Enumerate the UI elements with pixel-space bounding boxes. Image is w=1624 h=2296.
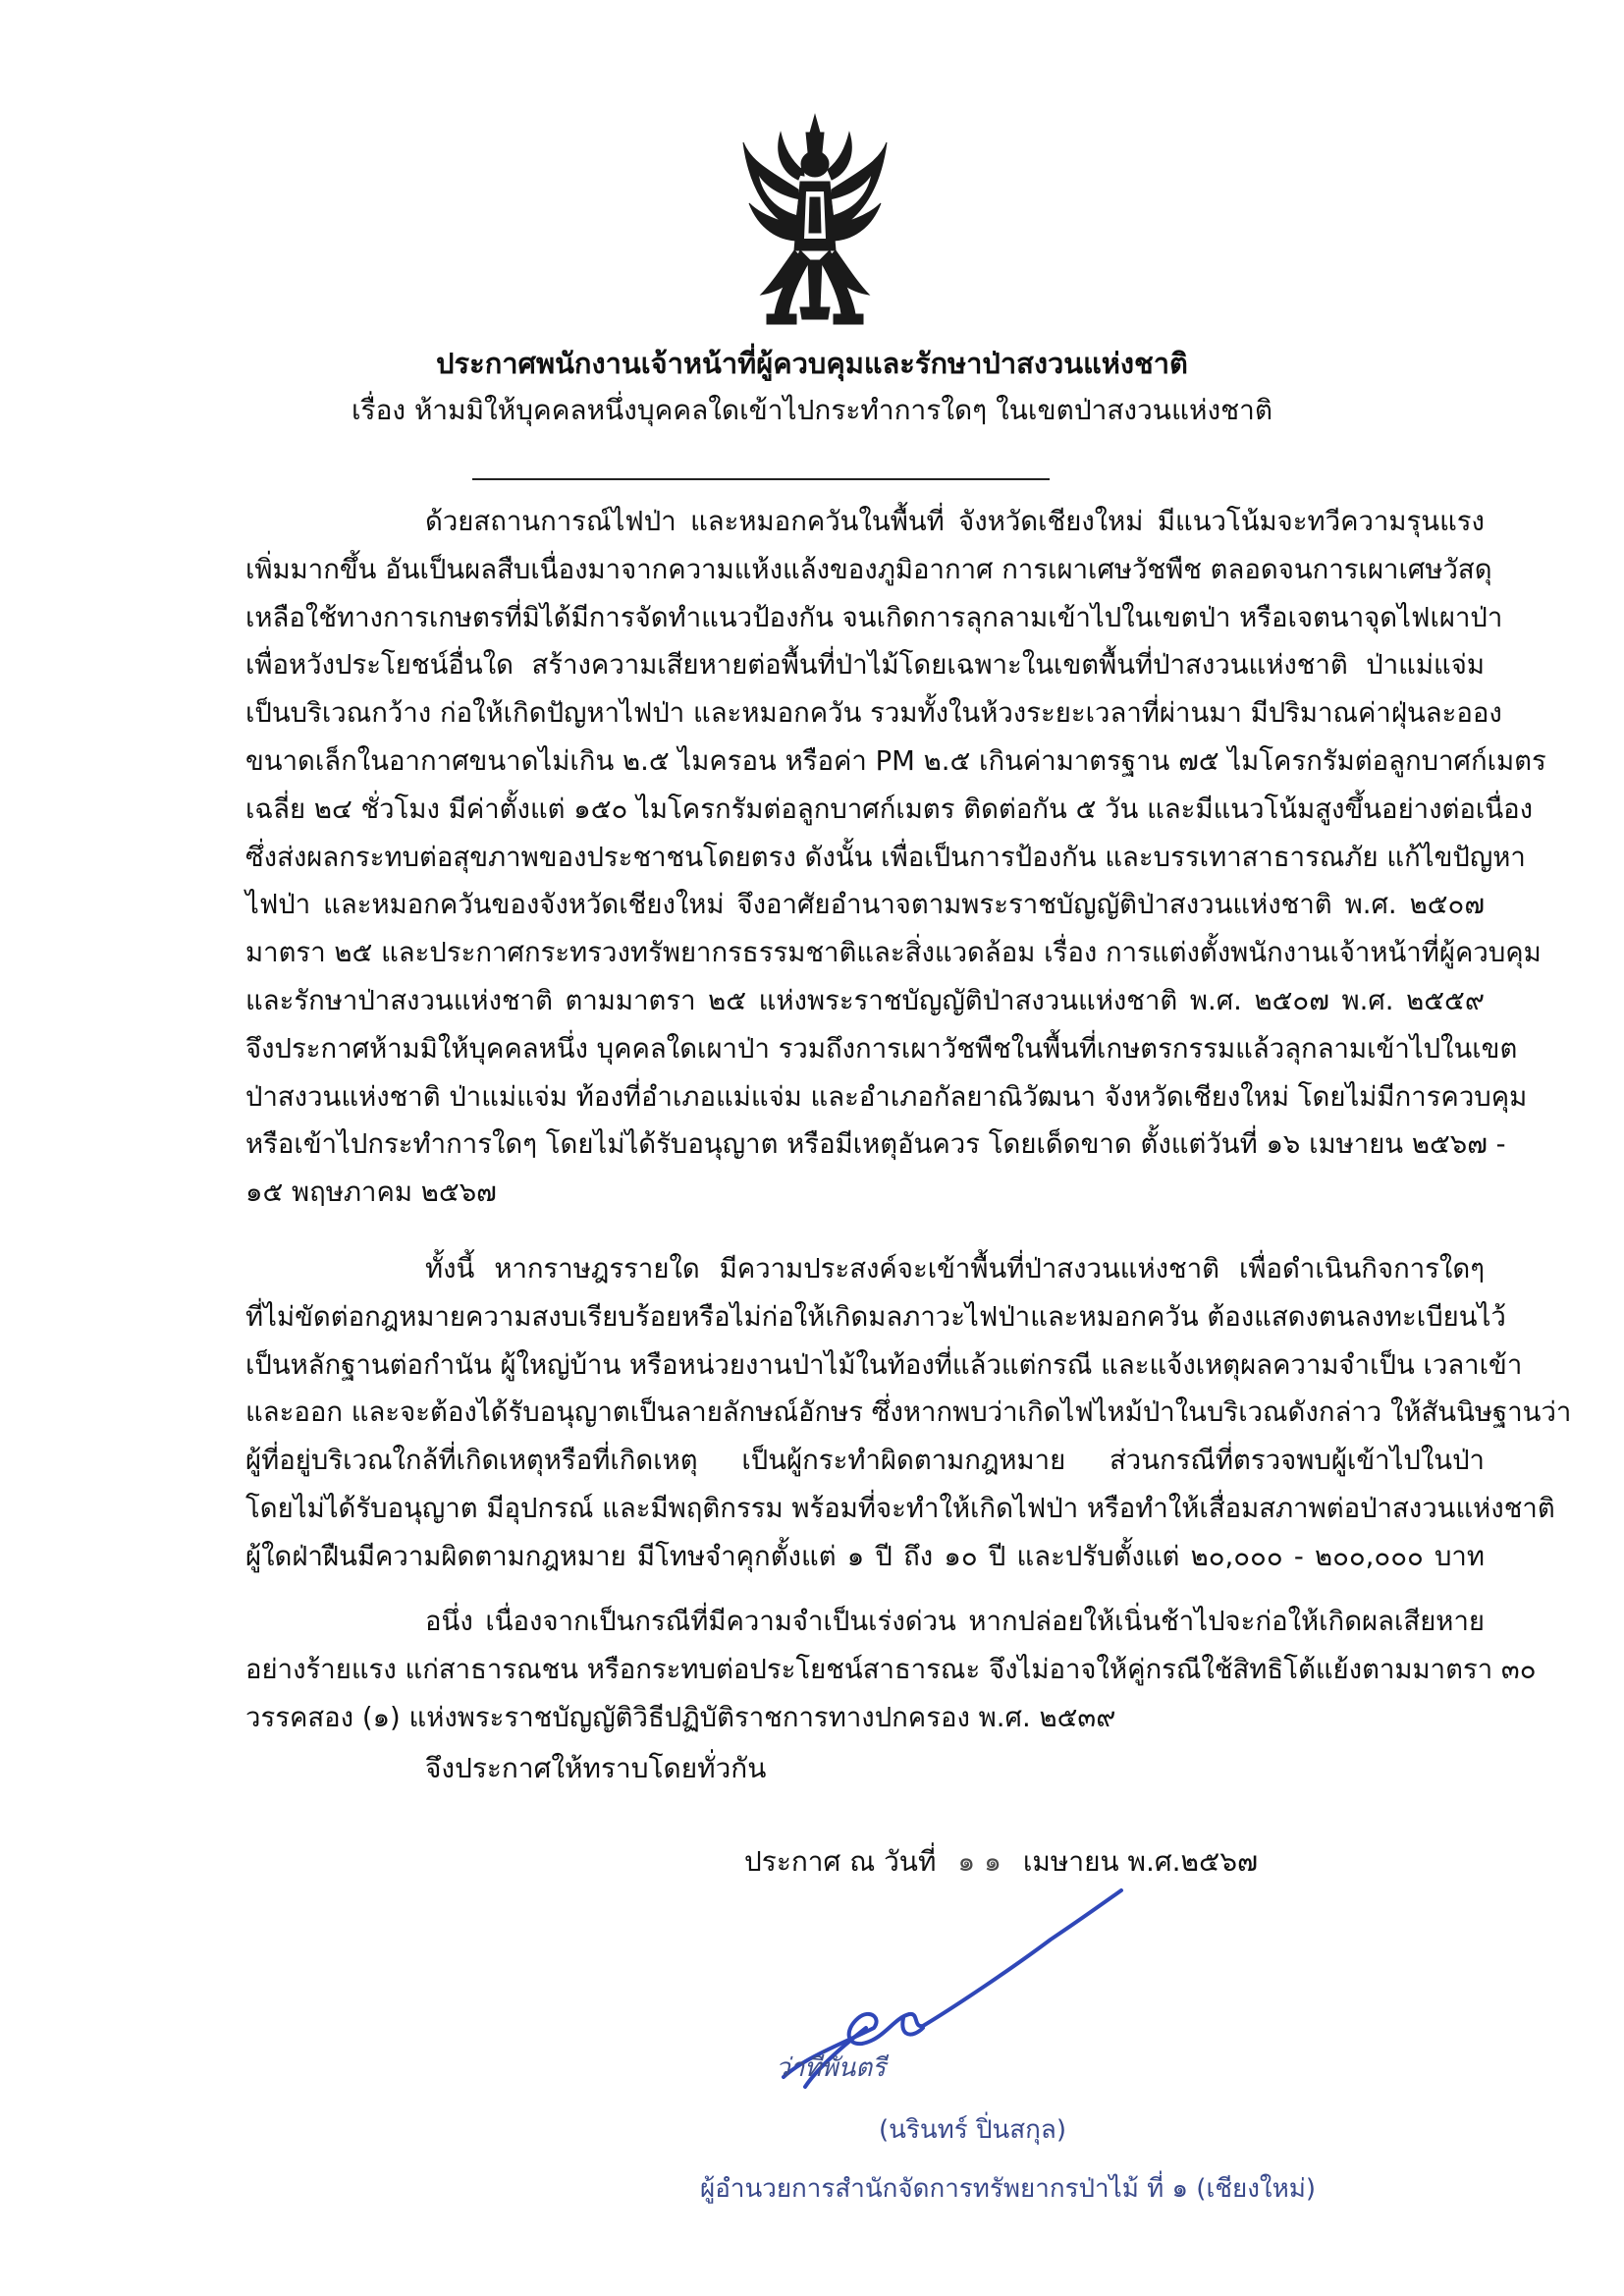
paragraph-line: โดยไม่ได้รับอนุญาต มีอุปกรณ์ และมีพฤติกรรม พร้อมที่จะทำให้เกิดไฟป่า หรือทำให้เสื่อมสภาพต่อป่าสงวนแห่งชาติ — [245, 1492, 1555, 1524]
paragraph-line: ไฟป่า และหมอกควันของจังหวัดเชียงใหม่ จึงอาศัยอำนาจตามพระราชบัญญัติป่าสงวนแห่งชาติ พ.ศ. ๒๕๐๗ — [245, 889, 1485, 921]
paragraph-line: ทั้งนี้ หากราษฎรรายใด มีความประสงค์จะเข้าพื้นที่ป่าสงวนแห่งชาติ เพื่อดำเนินกิจการใดๆ — [425, 1253, 1485, 1285]
paragraph-line: จึงประกาศห้ามมิให้บุคคลหนึ่ง บุคคลใดเผาป่า รวมถึงการเผาวัชพืชในพื้นที่เกษตรกรรมแล้วลุกลามเข้าไปในเขต — [245, 1032, 1518, 1065]
signer-name: (นรินทร์ ปิ่นสกุล) — [879, 2115, 1066, 2145]
paragraph-line: เหลือใช้ทางการเกษตรที่มิได้มีการจัดทำแนวป้องกัน จนเกิดการลุกลามเข้าไปในเขตป่า หรือเจตนาจุดไฟเผาป่า — [245, 601, 1503, 633]
paragraph-line: หรือเข้าไปกระทำการใดๆ โดยไม่ได้รับอนุญาต หรือมีเหตุอันควร โดยเด็ดขาด ตั้งแต่วันที่ ๑๖ เมษายน ๒๕๖๗ - — [245, 1128, 1506, 1161]
paragraph-line: ที่ไม่ขัดต่อกฎหมายความสงบเรียบร้อยหรือไม่ก่อให้เกิดมลภาวะไฟป่าและหมอกควัน ต้องแสดงตนลงทะเบียนไว้ — [245, 1300, 1506, 1333]
paragraph-line: เป็นบริเวณกว้าง ก่อให้เกิดปัญหาไฟป่า และหมอกควัน รวมทั้งในห้วงระยะเวลาที่ผ่านมา มีปริมาณค่าฝุ่นละออง — [245, 697, 1502, 730]
paragraph-line: ด้วยสถานการณ์ไฟป่า และหมอกควันในพื้นที่ จังหวัดเชียงใหม่ มีแนวโน้มจะทวีความรุนแรง — [425, 506, 1485, 537]
title-divider — [472, 478, 1050, 480]
date-day: ๑ ๑ — [957, 1845, 1001, 1878]
date-suffix: เมษายน พ.ศ.๒๕๖๗ — [1022, 1845, 1259, 1878]
paragraph-line: เฉลี่ย ๒๔ ชั่วโมง มีค่าตั้งแต่ ๑๕๐ ไมโครกรัมต่อลูกบาศก์เมตร ติดต่อกัน ๕ วัน และมีแนวโน้มสูงขึ้นอย่างต่อเนื่อง — [245, 793, 1534, 825]
paragraph-line: ป่าสงวนแห่งชาติ ป่าแม่แจ่ม ท้องที่อำเภอแม่แจ่ม และอำเภอกัลยาณิวัฒนา จังหวัดเชียงใหม่ โดยไม่มีการควบคุม — [245, 1080, 1528, 1113]
announcement-title: ประกาศพนักงานเจ้าหน้าที่ผู้ควบคุมและรักษาป่าสงวนแห่งชาติ — [436, 347, 1188, 380]
paragraph-line: ซึ่งส่งผลกระทบต่อสุขภาพของประชาชนโดยตรง ดังนั้น เพื่อเป็นการป้องกัน และบรรเทาสาธารณภัย แก้ไขปัญหา — [245, 841, 1526, 873]
paragraph-line: และรักษาป่าสงวนแห่งชาติ ตามมาตรา ๒๕ แห่งพระราชบัญญัติป่าสงวนแห่งชาติ พ.ศ. ๒๕๐๗ พ.ศ. ๒๕๕๙ — [245, 984, 1485, 1016]
acting-rank: ว่าที่พันตรี — [776, 2053, 887, 2083]
paragraph-line: ๑๕ พฤษภาคม ๒๕๖๗ — [245, 1176, 497, 1209]
paragraph-line: อย่างร้ายแรง แก่สาธารณชน หรือกระทบต่อประโยชน์สาธารณะ จึงไม่อาจให้คู่กรณีใช้สิทธิโต้แย้งตามมาตรา ๓๐ — [245, 1653, 1537, 1685]
paragraph-2 — [245, 1245, 1572, 1581]
paragraph-1 — [245, 498, 1546, 1217]
paragraph-3 — [245, 1598, 1537, 1741]
paragraph-line: มาตรา ๒๕ และประกาศกระทรวงทรัพยากรธรรมชาติและสิ่งแวดล้อม เรื่อง การแต่งตั้งพนักงานเจ้าหน้าที่ผู้ควบคุม — [245, 937, 1542, 969]
paragraph-line: วรรคสอง (๑) แห่งพระราชบัญญัติวิธีปฏิบัติราชการทางปกครอง พ.ศ. ๒๕๓๙ — [245, 1701, 1116, 1733]
closing-statement: จึงประกาศให้ทราบโดยทั่วกัน — [425, 1752, 767, 1784]
paragraph-line: ผู้ที่อยู่บริเวณใกล้ที่เกิดเหตุหรือที่เกิดเหตุ เป็นผู้กระทำผิดตามกฎหมาย ส่วนกรณีที่ตรวจพบผู้เข้าไปในป่า — [245, 1445, 1485, 1477]
garuda-emblem-icon — [741, 113, 889, 334]
paragraph-line: อนึ่ง เนื่องจากเป็นกรณีที่มีความจำเป็นเร่งด่วน หากปล่อยให้เนิ่นช้าไปจะก่อให้เกิดผลเสียหาย — [425, 1606, 1485, 1637]
date-prefix: ประกาศ ณ วันที่ — [744, 1845, 937, 1878]
paragraph-line: เพิ่มมากขึ้น อันเป็นผลสืบเนื่องมาจากความแห้งแล้งของภูมิอากาศ การเผาเศษวัชพืช ตลอดจนการเผาเศษวัสดุ — [245, 553, 1492, 585]
paragraph-line: เป็นหลักฐานต่อกำนัน ผู้ใหญ่บ้าน หรือหน่วยงานป่าไม้ในท้องที่แล้วแต่กรณี และแจ้งเหตุผลความจำเป็น เวลาเข้า — [245, 1348, 1523, 1381]
paragraph-line: และออก และจะต้องได้รับอนุญาตเป็นลายลักษณ์อักษร ซึ่งหากพบว่าเกิดไฟไหม้ป่าในบริเวณดังกล่าว ให้สันนิษฐานว่า — [245, 1396, 1572, 1429]
signer-position: ผู้อำนวยการสำนักจัดการทรัพยากรป่าไม้ ที่ ๑ (เชียงใหม่) — [700, 2174, 1317, 2204]
announcement-subject: เรื่อง ห้ามมิให้บุคคลหนึ่งบุคคลใดเข้าไปกระทำการใดๆ ในเขตป่าสงวนแห่งชาติ — [351, 394, 1273, 426]
paragraph-line: เพื่อหวังประโยชน์อื่นใด สร้างความเสียหายต่อพื้นที่ป่าไม้โดยเฉพาะในเขตพื้นที่ป่าสงวนแห่งชาติ ป่าแม่แจ่ม — [245, 649, 1485, 682]
paragraph-line: ผู้ใดฝ่าฝืนมีความผิดตามกฎหมาย มีโทษจำคุกตั้งแต่ ๑ ปี ถึง ๑๐ ปี และปรับตั้งแต่ ๒๐,๐๐๐ - ๒๐๐,๐๐๐ บาท — [245, 1540, 1485, 1572]
paragraph-line: ขนาดเล็กในอากาศขนาดไม่เกิน ๒.๕ ไมครอน หรือค่า PM ๒.๕ เกินค่ามาตรฐาน ๗๕ ไมโครกรัมต่อลูกบาศก์เมตร — [245, 744, 1546, 777]
